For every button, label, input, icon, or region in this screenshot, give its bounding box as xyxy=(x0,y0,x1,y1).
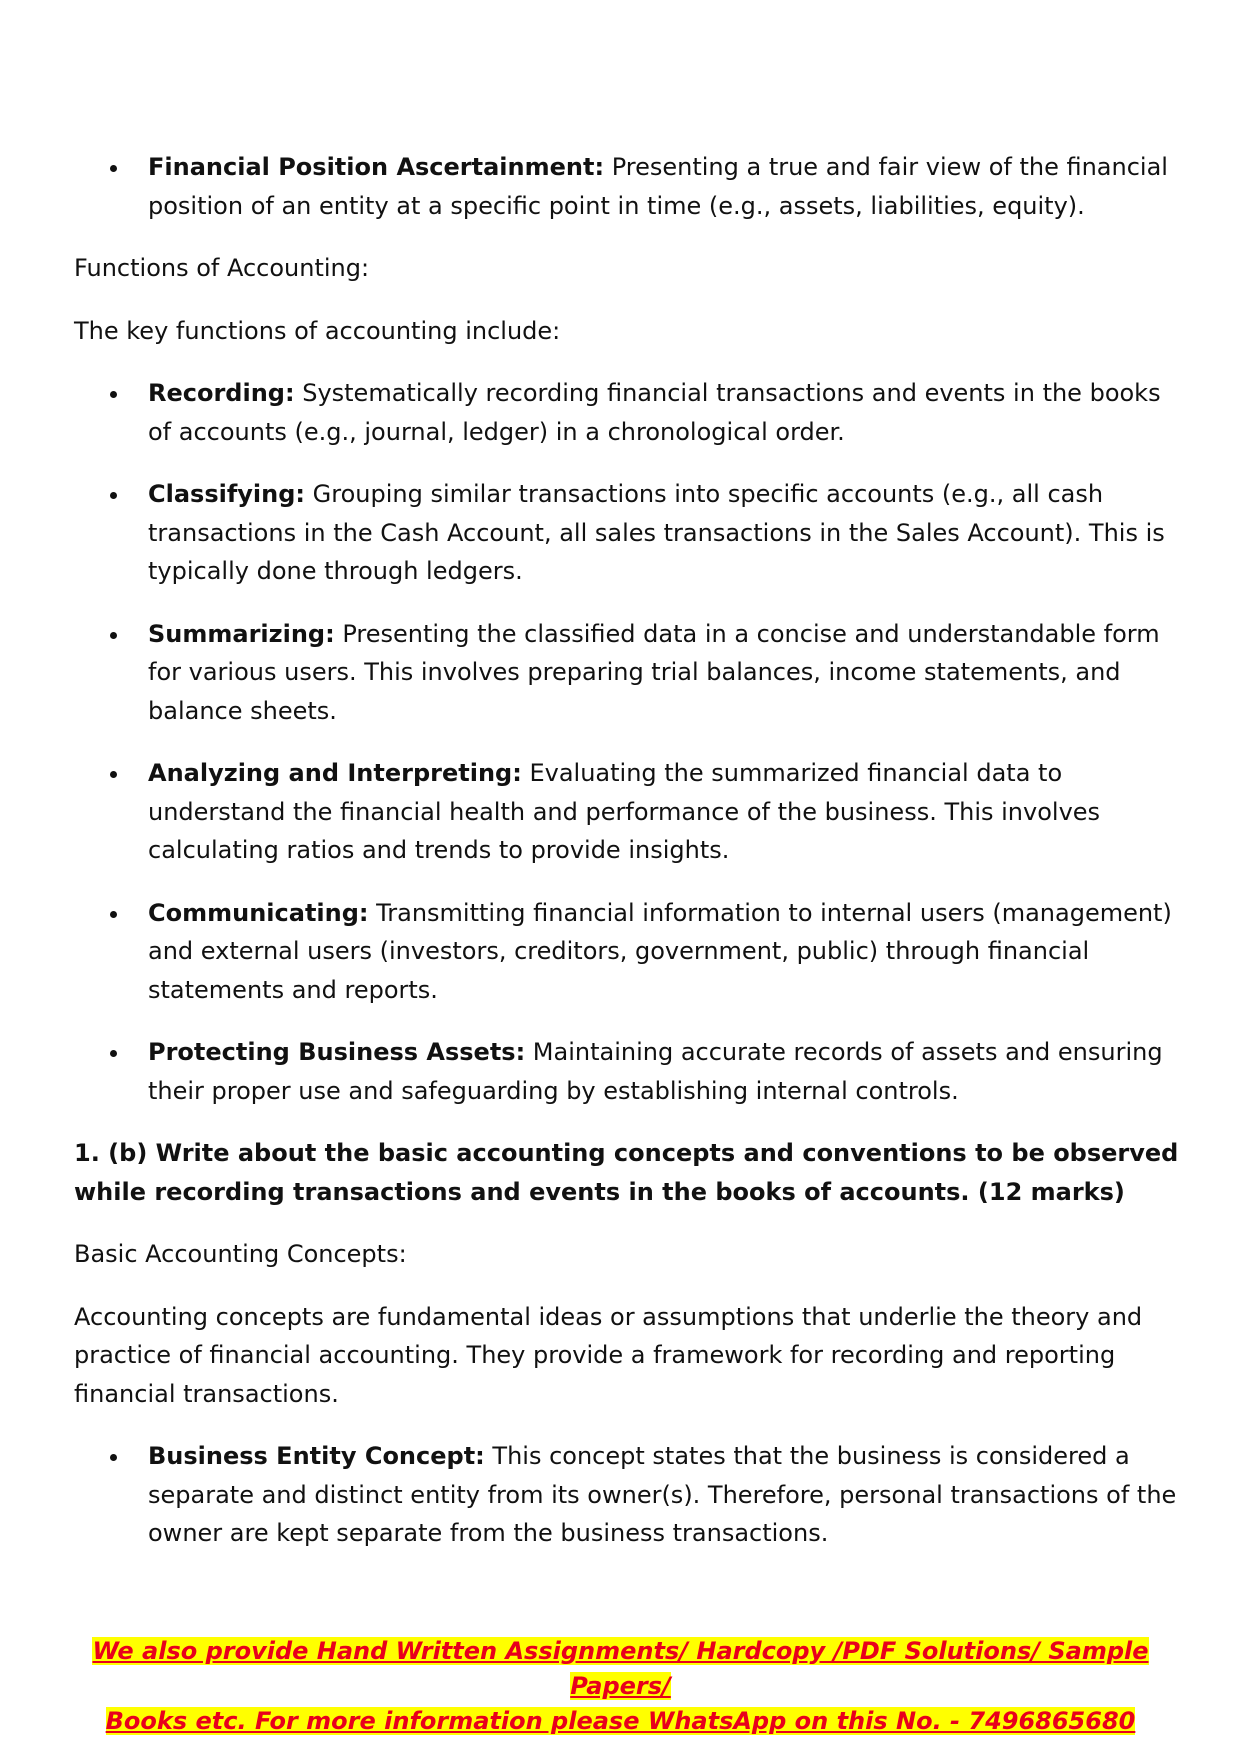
bullet-text: Presenting the classified data in a concise and understandable form for various users. This involves preparing trial balances, income statements, and balance sheets. xyxy=(148,619,1160,725)
list-item xyxy=(74,615,1184,731)
bullet-text: Transmitting financial information to internal users (management) and external users (investors, creditors, government, public) through financial statements and reports. xyxy=(148,898,1172,1004)
list-item xyxy=(74,1437,1184,1553)
list-item xyxy=(74,754,1184,870)
bullet-title: Recording: xyxy=(148,379,295,407)
concepts-intro: Accounting concepts are fundamental ideas or assumptions that underlie the theory and practice of financial accounting. They provide a framework for recording and reporting financial transactions. xyxy=(74,1302,1143,1408)
functions-list xyxy=(74,374,1184,1110)
bullet-icon xyxy=(110,165,117,172)
bullet-icon xyxy=(110,632,117,639)
bullet-title: Protecting Business Assets: xyxy=(148,1038,526,1066)
promo-line-2: Books etc. For more information please WhatsApp on this No. - 7496865680 xyxy=(105,1707,1136,1735)
bullet-title: Business Entity Concept: xyxy=(148,1442,485,1470)
bullet-text: Grouping similar transactions into specific accounts (e.g., all cash transactions in the Cash Account, all sales transactions in the Sales Account). This is typically done through ledgers. xyxy=(148,480,1165,585)
section-heading-concepts: Basic Accounting Concepts: xyxy=(74,1240,407,1268)
list-item xyxy=(74,148,1184,225)
concepts-list xyxy=(74,1437,1184,1553)
bullet-text: Maintaining accurate records of assets and ensuring their proper use and safeguarding by establishing internal controls. xyxy=(148,1038,1163,1105)
bullet-text: This concept states that the business is considered a separate and distinct entity from its owner(s). Therefore, personal transactions of the owner are kept separate from the business transactions. xyxy=(148,1442,1177,1547)
bullet-title: Analyzing and Interpreting: xyxy=(148,759,522,787)
list-item xyxy=(74,894,1184,1010)
document-page xyxy=(74,148,1184,1577)
bullet-title: Summarizing: xyxy=(148,619,335,648)
intro-bullet-list xyxy=(74,148,1184,225)
bullet-icon xyxy=(110,771,117,778)
list-item xyxy=(74,1033,1184,1110)
bullet-icon xyxy=(110,1050,117,1057)
bullet-icon xyxy=(110,1454,117,1461)
question-heading: 1. (b) Write about the basic accounting concepts and conventions to be observed while recording transactions and events in the books of accounts. (12 marks) xyxy=(74,1139,1179,1206)
list-item xyxy=(74,374,1184,451)
functions-intro: The key functions of accounting include: xyxy=(74,316,561,345)
bullet-icon xyxy=(110,391,117,398)
list-item xyxy=(74,475,1184,591)
promo-line-1: We also provide Hand Written Assignments/ Hardcopy /PDF Solutions/ Sample Papers/ xyxy=(92,1637,1149,1700)
bullet-text: Presenting a true and fair view of the financial position of an entity at a specific point in time (e.g., assets, liabilities, equity). xyxy=(148,153,1168,220)
bullet-title: Communicating: xyxy=(148,898,369,927)
bullet-text: Systematically recording financial transactions and events in the books of accounts (e.g., journal, ledger) in a chronological order. xyxy=(148,379,1161,446)
bullet-icon xyxy=(110,492,117,499)
bullet-title: Classifying: xyxy=(148,480,306,508)
bullet-icon xyxy=(110,911,117,918)
bullet-title: Financial Position Ascertainment: xyxy=(148,153,605,181)
bullet-text: Evaluating the summarized financial data to understand the financial health and performance of the business. This involves calculating ratios and trends to provide insights. xyxy=(148,759,1101,864)
promo-footer xyxy=(60,1634,1181,1739)
section-heading-functions: Functions of Accounting: xyxy=(74,254,370,282)
